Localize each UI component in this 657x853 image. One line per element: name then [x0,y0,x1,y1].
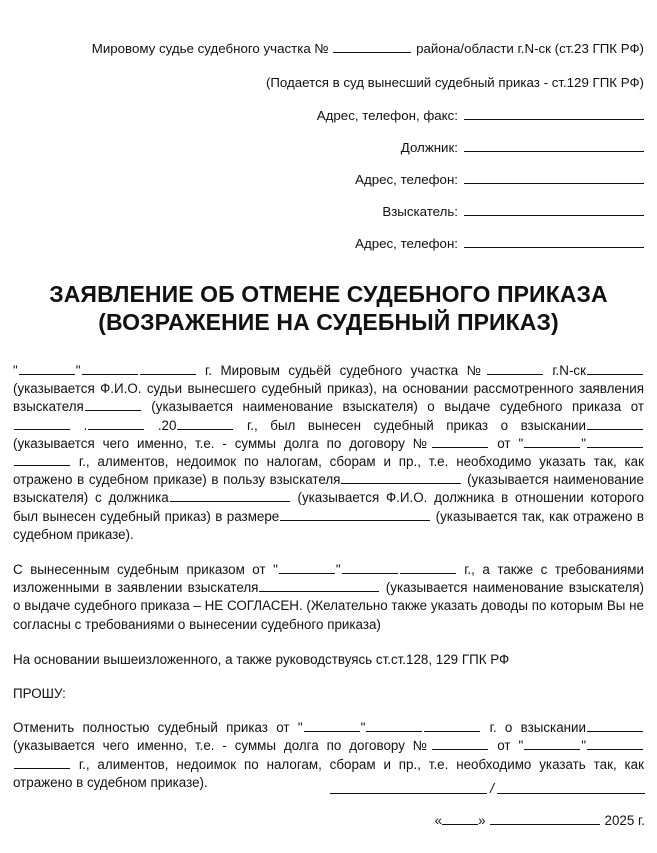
quote-open: " [518,435,524,451]
quote-open: " [297,720,303,736]
p1-s12: (указывается Ф.И.О. должника в отношении которого был вынесен судебный приказ) в размере [13,490,644,524]
quote-close: " [335,562,341,578]
amount-blank[interactable] [280,509,430,521]
order-month-blank[interactable] [82,363,138,375]
party-label: Взыскатель: [382,204,458,219]
party-label: Должник: [400,140,458,155]
quote-open: " [518,738,524,754]
contract-day-blank[interactable] [524,436,580,448]
p1-s2: г.N-ск [552,363,586,378]
party-row-debtor [13,139,644,156]
order-date-year-blank[interactable] [177,418,233,430]
disagree-year-blank[interactable] [400,562,456,574]
party-row-claimant-address [13,235,644,252]
p1-s13: (указывается так, как отражено в судебном приказе). [13,508,644,542]
party-value-blank[interactable] [464,236,644,248]
request-heading: ПРОШУ: [13,686,66,702]
order-date-month-blank[interactable] [88,418,144,430]
party-row-claimant [13,203,644,220]
p2-s1: С вынесенным судебным приказом от [13,562,266,578]
party-value-blank[interactable] [464,172,644,184]
p1-s8: (указывается чего именно, т.е. - суммы долга по договору № [13,435,432,451]
document-title-line-1: ЗАЯВЛЕНИЕ ОБ ОТМЕНЕ СУДЕБНОГО [49,281,491,307]
order-date-day-blank[interactable] [14,418,70,430]
signature-row [13,781,645,794]
signature-separator: / [490,780,494,796]
contract-month-blank[interactable] [587,436,643,448]
contract-year-blank[interactable] [14,454,70,466]
cancel-year-blank[interactable] [424,720,480,732]
quote-open: " [273,562,278,578]
judge-name-blank[interactable] [587,363,643,375]
p1-s1: г. Мировым судьёй судебного участка № [205,363,486,378]
party-value-blank[interactable] [464,108,644,120]
party-row-debtor-address [13,171,644,188]
date-quote-open: « [434,813,443,828]
party-label: Адрес, телефон: [355,172,458,187]
claimant-name-blank-1[interactable] [85,399,141,411]
contract-number-blank[interactable] [432,436,488,448]
p5-s3: (указывается чего именно, т.е. - суммы долга по договору № [13,738,432,754]
disagree-month-blank[interactable] [342,562,398,574]
p1-s10: г., алиментов, недоимок по налогам, сборам и пр., т.е. необходимо указать так, как отражено в судебном приказе) в пользу взыскателя [13,454,644,488]
cancel-day-blank[interactable] [304,720,360,732]
p1-s6: .20 [157,417,177,433]
document-body [13,362,644,796]
party-value-blank[interactable] [464,204,644,216]
order-year-blank[interactable] [140,363,196,375]
quote-open: " [13,363,18,378]
cancel-contract-number-blank[interactable] [432,738,488,750]
cancel-contract-day-blank[interactable] [524,738,580,750]
party-value-blank[interactable] [464,140,644,152]
party-label: Адрес, телефон: [355,236,458,251]
p5-s1: Отменить полностью судебный приказ от [13,720,290,736]
document-title-line-2: ПРИКАЗА (ВОЗРАЖЕНИЕ НА СУДЕБНЫЙ [98,281,608,335]
party-row-address-phone-fax [13,107,644,124]
p1-s3: (указывается Ф.И.О. судьи вынесшего судебный приказ), на основании рассмотренного заявления взыскателя [13,381,644,415]
order-day-blank[interactable] [19,363,75,375]
header-block [13,40,644,252]
quote-close: " [581,435,586,451]
p1-s9: от [497,435,511,451]
addressee-line [13,40,644,57]
signature-date-year: 2025 г. [604,813,645,828]
recovery-subject-blank[interactable] [587,418,643,430]
signature-date-day-blank[interactable] [442,813,478,825]
addressee-suffix: района/области г.N-ск (ст.23 ГПК РФ) [416,41,644,56]
quote-close: " [581,738,586,754]
p2-s3: (указывается наименование взыскателя) о выдаче судебного приказа – НЕ СОГЛАСЕН. (Желательно также указать доводы по которым Вы не согласны с требованиями о вынесении судебного приказа) [13,580,644,632]
p5-s5: г., алиментов, недоимок по налогам, сборам и пр., т.е. необходимо указать так, как отражено в судебном приказе). [13,756,644,790]
cancel-contract-year-blank[interactable] [14,757,70,769]
filing-note: (Подается в суд вынесший судебный приказ - ст.129 ГПК РФ) [265,75,644,90]
signature-date-row [13,812,645,829]
document-title-line-3: ПРИКАЗ) [456,309,559,335]
p1-s5: . [83,417,88,433]
cancel-month-blank[interactable] [366,720,422,732]
quote-close: " [360,720,366,736]
signature-name-blank[interactable] [497,781,645,794]
p1-s11: (указывается наименование взыскателя) с должника [13,472,644,506]
court-district-blank[interactable] [333,41,411,53]
addressee-prefix: Мировому судье судебного участка № [91,41,329,56]
claimant-name-blank-2[interactable] [341,472,461,484]
disagree-day-blank[interactable] [279,562,335,574]
p5-s4: от [497,738,511,754]
document-title [13,280,644,336]
cancel-subject-blank[interactable] [587,720,643,732]
quote-close: " [75,363,81,378]
paragraph-legal-basis: На основании вышеизложенного, а также руководствуясь ст.ст.128, 129 ГПК РФ [13,651,510,667]
paragraph-order-details [13,362,644,544]
p5-s2: г. о взыскании [489,720,586,736]
p1-s7: г., был вынесен судебный приказ о взыскании [247,417,586,433]
p2-s2: г., а также с требованиями изложенными в заявлении взыскателя [13,562,644,596]
date-quote-close: » [478,813,486,828]
signature-area [13,781,645,829]
debtor-name-blank[interactable] [170,490,290,502]
paragraph-disagreement [13,561,644,634]
cancel-contract-month-blank[interactable] [587,738,643,750]
claimant-name-blank-3[interactable] [259,580,379,592]
court-district-number-blank[interactable] [487,363,543,375]
signature-date-month-blank[interactable] [490,813,600,825]
signature-blank[interactable] [330,781,487,794]
party-label: Адрес, телефон, факс: [316,108,458,123]
p1-s4: (указывается наименование взыскателя) о выдаче судебного приказа от [151,399,644,415]
